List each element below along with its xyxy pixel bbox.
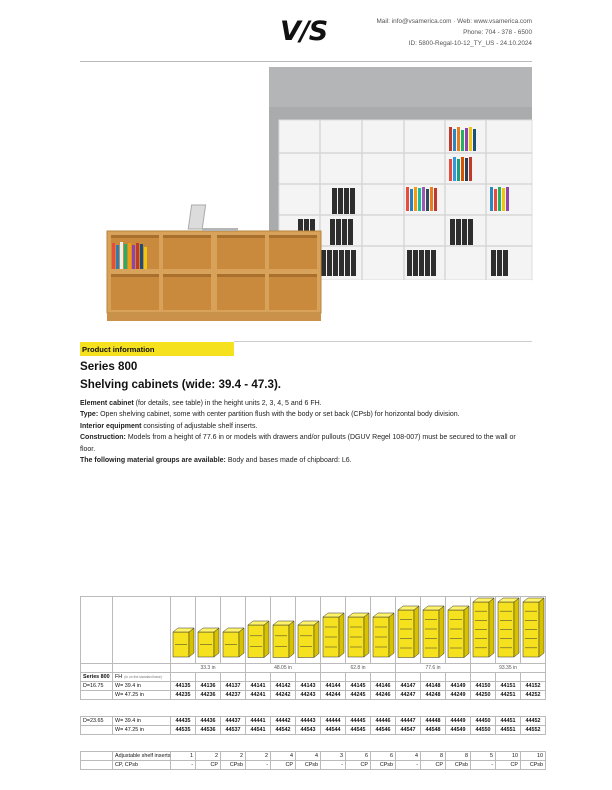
table-cell	[321, 673, 346, 682]
center-partition-value: CPsb	[371, 761, 396, 770]
table-cell	[221, 735, 246, 752]
cabinet-2-fh-icon	[222, 627, 245, 658]
fh-label	[113, 673, 171, 682]
shelf-inserts-value: 4	[271, 752, 296, 761]
table-cell	[446, 735, 471, 752]
article-number: 44546	[371, 726, 396, 735]
table-cell	[521, 735, 546, 752]
table-cell	[81, 700, 113, 717]
article-number: 44545	[346, 726, 371, 735]
cabinet-image-cell	[496, 597, 521, 664]
product-title: Shelving cabinets (wide: 39.4 - 47.3).	[80, 378, 282, 391]
depth-label: D=16.75	[81, 682, 113, 691]
table-cell	[421, 700, 446, 717]
article-number: 44551	[496, 726, 521, 735]
article-number: 44550	[471, 726, 496, 735]
article-number: 44244	[321, 691, 346, 700]
center-partition-value: CPsb	[296, 761, 321, 770]
cabinet-4-fh-icon	[347, 612, 370, 658]
article-number: 44237	[221, 691, 246, 700]
article-number: 44547	[396, 726, 421, 735]
product-information-label: Product information	[80, 342, 234, 356]
table-cell	[371, 700, 396, 717]
article-number: 44150	[471, 682, 496, 691]
table-cell	[346, 673, 371, 682]
center-partition-label: CP, CPsb	[113, 761, 171, 770]
width-label: W= 39.4 in	[113, 682, 171, 691]
article-number: 44144	[321, 682, 346, 691]
table-cell	[113, 700, 171, 717]
article-row	[81, 717, 546, 726]
width-label: W= 39.4 in	[113, 717, 171, 726]
table-cell	[81, 664, 113, 673]
article-number: 44542	[271, 726, 296, 735]
table-cell	[296, 735, 321, 752]
product-description	[80, 398, 532, 466]
shelf-inserts-value: 5	[471, 752, 496, 761]
desc-element-cabinet: Element cabinet (for details, see table) in the height units 2, 3, 4, 5 and 6 FH.	[80, 400, 322, 407]
article-number: 44137	[221, 682, 246, 691]
center-partition-value: -	[471, 761, 496, 770]
table-cell	[371, 673, 396, 682]
cabinet-5-fh-icon	[397, 605, 420, 659]
article-number: 44447	[396, 717, 421, 726]
table-cell	[396, 700, 421, 717]
cabinet-2-fh-icon	[197, 627, 220, 658]
article-number: 44149	[446, 682, 471, 691]
table-cell	[321, 700, 346, 717]
article-number: 44152	[521, 682, 546, 691]
document-id: ID: 5800-Regal-10-12_TY_US - 24.10.2024	[408, 40, 532, 47]
specification-table	[80, 596, 546, 770]
table-cell	[446, 673, 471, 682]
table-cell	[196, 700, 221, 717]
shelf-inserts-value: 8	[421, 752, 446, 761]
center-partition-value: CPsb	[446, 761, 471, 770]
table-cell	[271, 700, 296, 717]
article-number: 44552	[521, 726, 546, 735]
cabinet-image-cell	[371, 597, 396, 664]
article-number: 44537	[221, 726, 246, 735]
article-number: 44435	[171, 717, 196, 726]
cabinet-image-cell	[346, 597, 371, 664]
article-number: 44450	[471, 717, 496, 726]
width-label: W= 47.25 in	[113, 691, 171, 700]
article-number: 44444	[321, 717, 346, 726]
specification-table-wrapper	[80, 596, 543, 790]
cabinet-image-cell	[446, 597, 471, 664]
article-number: 44437	[221, 717, 246, 726]
article-row	[81, 691, 546, 700]
section-divider	[234, 341, 532, 342]
article-number: 44235	[171, 691, 196, 700]
cabinet-image-cell	[521, 597, 546, 664]
center-partition-value: CP	[346, 761, 371, 770]
shelf-inserts-value: 1	[171, 752, 196, 761]
article-number: 44248	[421, 691, 446, 700]
depth-label: D=23.65	[81, 717, 113, 726]
cabinet-4-fh-icon	[322, 612, 345, 658]
height-label: 62.8 in	[321, 664, 396, 673]
table-cell	[171, 735, 196, 752]
table-cell	[246, 700, 271, 717]
center-partition-value: -	[396, 761, 421, 770]
cabinet-3-fh-icon	[272, 620, 295, 659]
header-contact	[376, 16, 532, 49]
article-number: 44436	[196, 717, 221, 726]
cabinet-image-cell	[421, 597, 446, 664]
article-number: 44536	[196, 726, 221, 735]
article-number: 44249	[446, 691, 471, 700]
height-label: 93.35 in	[471, 664, 546, 673]
table-cell	[81, 691, 113, 700]
group-spacer-row	[81, 700, 546, 717]
cabinet-5-fh-icon	[447, 605, 470, 659]
article-number: 44245	[346, 691, 371, 700]
product-photo	[80, 67, 532, 332]
article-number: 44145	[346, 682, 371, 691]
table-cell	[81, 761, 113, 770]
center-partition-row	[81, 761, 546, 770]
table-cell	[521, 700, 546, 717]
shelf-inserts-value: 10	[496, 752, 521, 761]
fh-note: (in on the standard base)	[124, 675, 162, 679]
table-cell	[81, 726, 113, 735]
header-divider	[80, 61, 532, 62]
table-cell	[421, 673, 446, 682]
shelf-inserts-value: 8	[446, 752, 471, 761]
series-header-row	[81, 673, 546, 682]
table-cell	[396, 735, 421, 752]
article-number: 44448	[421, 717, 446, 726]
center-partition-value: CPsb	[221, 761, 246, 770]
group-spacer-row	[81, 735, 546, 752]
article-number: 44142	[271, 682, 296, 691]
height-label: 33.3 in	[171, 664, 246, 673]
center-partition-value: CPsb	[521, 761, 546, 770]
table-cell	[521, 673, 546, 682]
table-cell	[496, 735, 521, 752]
table-cell	[221, 673, 246, 682]
shelf-inserts-value: 6	[371, 752, 396, 761]
article-number: 44136	[196, 682, 221, 691]
table-cell	[113, 735, 171, 752]
table-cell	[321, 735, 346, 752]
heights-row	[81, 664, 546, 673]
table-cell	[496, 673, 521, 682]
article-number: 44252	[521, 691, 546, 700]
table-cell	[81, 735, 113, 752]
shelf-inserts-value: 3	[321, 752, 346, 761]
table-cell	[496, 700, 521, 717]
table-cell	[271, 735, 296, 752]
center-partition-value: CP	[196, 761, 221, 770]
table-cell	[171, 700, 196, 717]
article-number: 44243	[296, 691, 321, 700]
article-row	[81, 726, 546, 735]
table-cell	[421, 735, 446, 752]
center-partition-value: -	[321, 761, 346, 770]
cabinet-6-fh-icon	[522, 597, 545, 658]
article-number: 44549	[446, 726, 471, 735]
table-cell	[346, 700, 371, 717]
series-title: Series 800	[80, 360, 138, 373]
article-number: 44251	[496, 691, 521, 700]
cabinet-3-fh-icon	[297, 620, 320, 659]
article-number: 44135	[171, 682, 196, 691]
center-partition-value: -	[246, 761, 271, 770]
cabinet-2-fh-icon	[172, 627, 195, 658]
shelf-inserts-value: 10	[521, 752, 546, 761]
article-number: 44535	[171, 726, 196, 735]
article-number: 44452	[521, 717, 546, 726]
center-partition-value: CP	[421, 761, 446, 770]
article-number: 44445	[346, 717, 371, 726]
shelf-inserts-value: 4	[296, 752, 321, 761]
cabinet-images-row	[81, 597, 546, 664]
table-cell	[246, 735, 271, 752]
desc-construction: Construction: Models from a height of 77.6 in or models with drawers and/or pullouts (DGUV Regel 108-007) must be secured to the wall or floor.	[80, 434, 516, 453]
shelf-inserts-row	[81, 752, 546, 761]
article-number: 44141	[246, 682, 271, 691]
table-cell	[296, 673, 321, 682]
article-number: 44543	[296, 726, 321, 735]
article-number: 44148	[421, 682, 446, 691]
cabinet-image-cell	[246, 597, 271, 664]
center-partition-value: -	[171, 761, 196, 770]
article-number: 44241	[246, 691, 271, 700]
table-cell	[446, 700, 471, 717]
article-number: 44446	[371, 717, 396, 726]
fh-text: FH	[115, 674, 123, 680]
table-cell	[471, 673, 496, 682]
cabinet-image-cell	[171, 597, 196, 664]
table-cell	[113, 597, 171, 664]
height-label: 77.6 in	[396, 664, 471, 673]
table-cell	[196, 673, 221, 682]
series-label: Series 800	[81, 673, 113, 682]
cabinet-image-cell	[396, 597, 421, 664]
article-number: 44544	[321, 726, 346, 735]
shelf-inserts-label: Adjustable shelf inserts	[113, 752, 171, 761]
table-cell	[471, 700, 496, 717]
table-cell	[346, 735, 371, 752]
height-label: 48.05 in	[246, 664, 321, 673]
table-cell	[113, 664, 171, 673]
cabinet-5-fh-icon	[422, 605, 445, 659]
article-number: 44147	[396, 682, 421, 691]
cabinet-image-cell	[296, 597, 321, 664]
table-cell	[221, 700, 246, 717]
table-cell	[271, 673, 296, 682]
article-number: 44146	[371, 682, 396, 691]
center-partition-value: CP	[496, 761, 521, 770]
table-cell	[396, 673, 421, 682]
center-partition-value: CP	[271, 761, 296, 770]
brand-logo: V/S	[280, 16, 328, 47]
article-number: 44143	[296, 682, 321, 691]
article-number: 44151	[496, 682, 521, 691]
contact-phone: Phone: 704 - 378 - 6500	[463, 29, 532, 36]
shelf-inserts-value: 2	[196, 752, 221, 761]
article-number: 44449	[446, 717, 471, 726]
article-number: 44451	[496, 717, 521, 726]
article-number: 44442	[271, 717, 296, 726]
contact-mail-web: Mail: info@vsamerica.com · Web: www.vsamerica.com	[376, 18, 532, 25]
table-cell	[196, 735, 221, 752]
desc-type: Type: Open shelving cabinet, some with center partition flush with the body or set back (CPsb) for horizontal body division.	[80, 411, 460, 419]
cabinet-image-cell	[321, 597, 346, 664]
shelf-inserts-value: 6	[346, 752, 371, 761]
table-cell	[81, 752, 113, 761]
article-number: 44246	[371, 691, 396, 700]
shelf-inserts-value: 2	[221, 752, 246, 761]
table-cell	[471, 735, 496, 752]
article-number: 44242	[271, 691, 296, 700]
article-number: 44443	[296, 717, 321, 726]
article-number: 44541	[246, 726, 271, 735]
cabinet-image-cell	[196, 597, 221, 664]
table-cell	[171, 673, 196, 682]
cabinet-image-cell	[471, 597, 496, 664]
cabinet-image-cell	[221, 597, 246, 664]
cabinet-image-cell	[271, 597, 296, 664]
table-cell	[81, 597, 113, 664]
article-number: 44441	[246, 717, 271, 726]
article-number: 44250	[471, 691, 496, 700]
cabinet-6-fh-icon	[497, 597, 520, 658]
table-cell	[371, 735, 396, 752]
desc-interior-equipment: Interior equipment consisting of adjustable shelf inserts.	[80, 422, 258, 430]
shelf-inserts-value: 4	[396, 752, 421, 761]
article-number: 44236	[196, 691, 221, 700]
cabinet-3-fh-icon	[247, 620, 270, 659]
article-number: 44247	[396, 691, 421, 700]
cabinet-4-fh-icon	[372, 612, 395, 658]
width-label: W= 47.25 in	[113, 726, 171, 735]
article-row	[81, 682, 546, 691]
table-cell	[296, 700, 321, 717]
cabinet-6-fh-icon	[472, 597, 495, 658]
article-number: 44548	[421, 726, 446, 735]
desc-material-groups: The following material groups are available: Body and bases made of chipboard: L6.	[80, 457, 352, 465]
table-cell	[246, 673, 271, 682]
shelf-inserts-value: 2	[246, 752, 271, 761]
